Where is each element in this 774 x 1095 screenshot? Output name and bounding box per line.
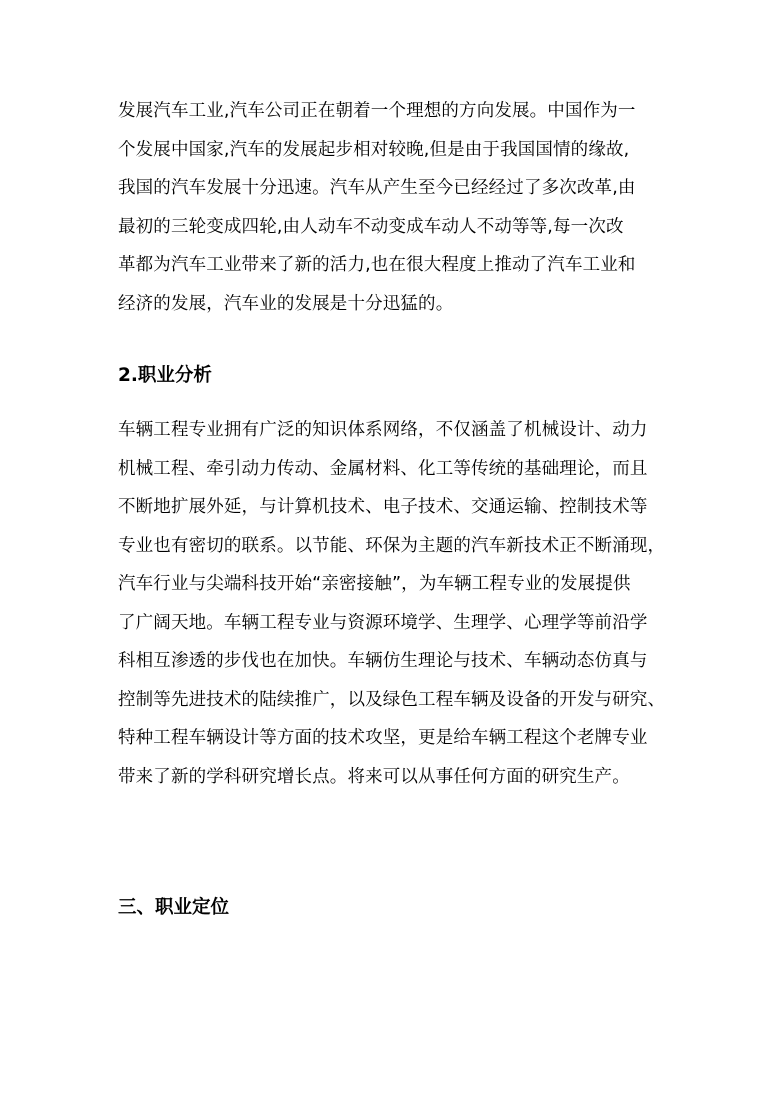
text-line: 机械工程、牵引动力传动、金属材料、化工等传统的基础理论，而且 — [118, 458, 648, 479]
text-line: 最初的三轮变成四轮,由人动车不动变成车动人不动等等,每一次改 — [118, 216, 624, 237]
section-heading-career-positioning: 三、职业定位 — [118, 897, 230, 918]
text-line: 我国的汽车发展十分迅速。汽车从产生至今已经经过了多次改革,由 — [118, 178, 636, 198]
text-line: 控制等先进技术的陆续推广，以及绿色工程车辆及设备的开发与研究、 — [118, 689, 666, 710]
text-line: 带来了新的学科研究增长点。将来可以从事任何方面的研究生产。 — [118, 766, 630, 787]
text-line: 革都为汽车工业带来了新的活力,也在很大程度上推动了汽车工业和 — [118, 255, 636, 275]
text-line: 特种工程车辆设计等方面的技术攻坚，更是给车辆工程这个老牌专业 — [118, 728, 648, 748]
text-line: 汽车行业与尖端科技开始“亲密接触”，为车辆工程专业的发展提供 — [118, 574, 631, 594]
section-heading-career-analysis: 2.职业分析 — [118, 365, 212, 386]
text-line: 科相互渗透的步伐也在加快。车辆仿生理论与技术、车辆动态仿真与 — [118, 651, 648, 671]
text-line: 车辆工程专业拥有广泛的知识体系网络，不仅涵盖了机械设计、动力 — [118, 420, 648, 440]
text-line: 专业也有密切的联系。以节能、环保为主题的汽车新技术正不断涌现， — [118, 535, 666, 556]
text-line: 了广阔天地。车辆工程专业与资源环境学、生理学、心理学等前沿学 — [118, 612, 648, 633]
text-line: 不断地扩展外延，与计算机技术、电子技术、交通运输、控制技术等 — [118, 497, 648, 517]
text-line: 个发展中国家,汽车的发展起步相对较晚,但是由于我国国情的缘故, — [118, 139, 630, 160]
text-line: 发展汽车工业,汽车公司正在朝着一个理想的方向发展。中国作为一 — [118, 101, 636, 121]
text-line: 经济的发展，汽车业的发展是十分迅猛的。 — [118, 293, 454, 314]
paragraph-auto-industry — [118, 100, 663, 331]
paragraph-vehicle-engineering — [118, 419, 666, 804]
